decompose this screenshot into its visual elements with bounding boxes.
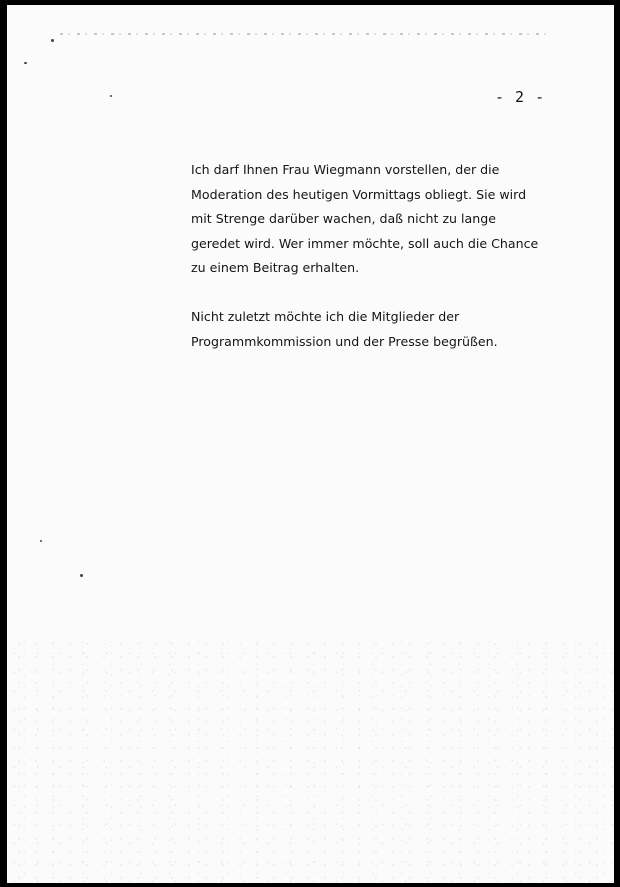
text-line: zu einem Beitrag erhalten. — [191, 260, 360, 276]
scan-border-top — [0, 0, 620, 5]
scan-speckle — [40, 540, 42, 542]
text-line: Ich darf Ihnen Frau Wiegmann vorstellen, der die — [191, 162, 500, 177]
scan-speckle — [24, 62, 27, 64]
paragraph-spacer — [191, 281, 566, 305]
scan-speckle — [51, 39, 54, 42]
text-line: geredet wird. Wer immer möchte, soll auch die Chance — [191, 235, 539, 251]
scan-noise — [0, 640, 620, 887]
page-number: - 2 - — [495, 88, 546, 106]
scan-artifact-line — [60, 33, 550, 35]
text-line: mit Strenge darüber wachen, daß nicht zu lange — [191, 211, 496, 227]
text-line: Programmkommission und der Presse begrüßen. — [191, 333, 498, 349]
paragraph — [191, 158, 566, 281]
scan-speckle — [80, 574, 83, 577]
text-line: Moderation des heutigen Vormittags obliegt. Sie wird — [191, 186, 527, 202]
letter-body — [191, 158, 566, 354]
paragraph — [191, 305, 566, 354]
scan-speckle — [110, 95, 112, 97]
text-line: Nicht zuletzt möchte ich die Mitglieder der — [191, 308, 460, 324]
